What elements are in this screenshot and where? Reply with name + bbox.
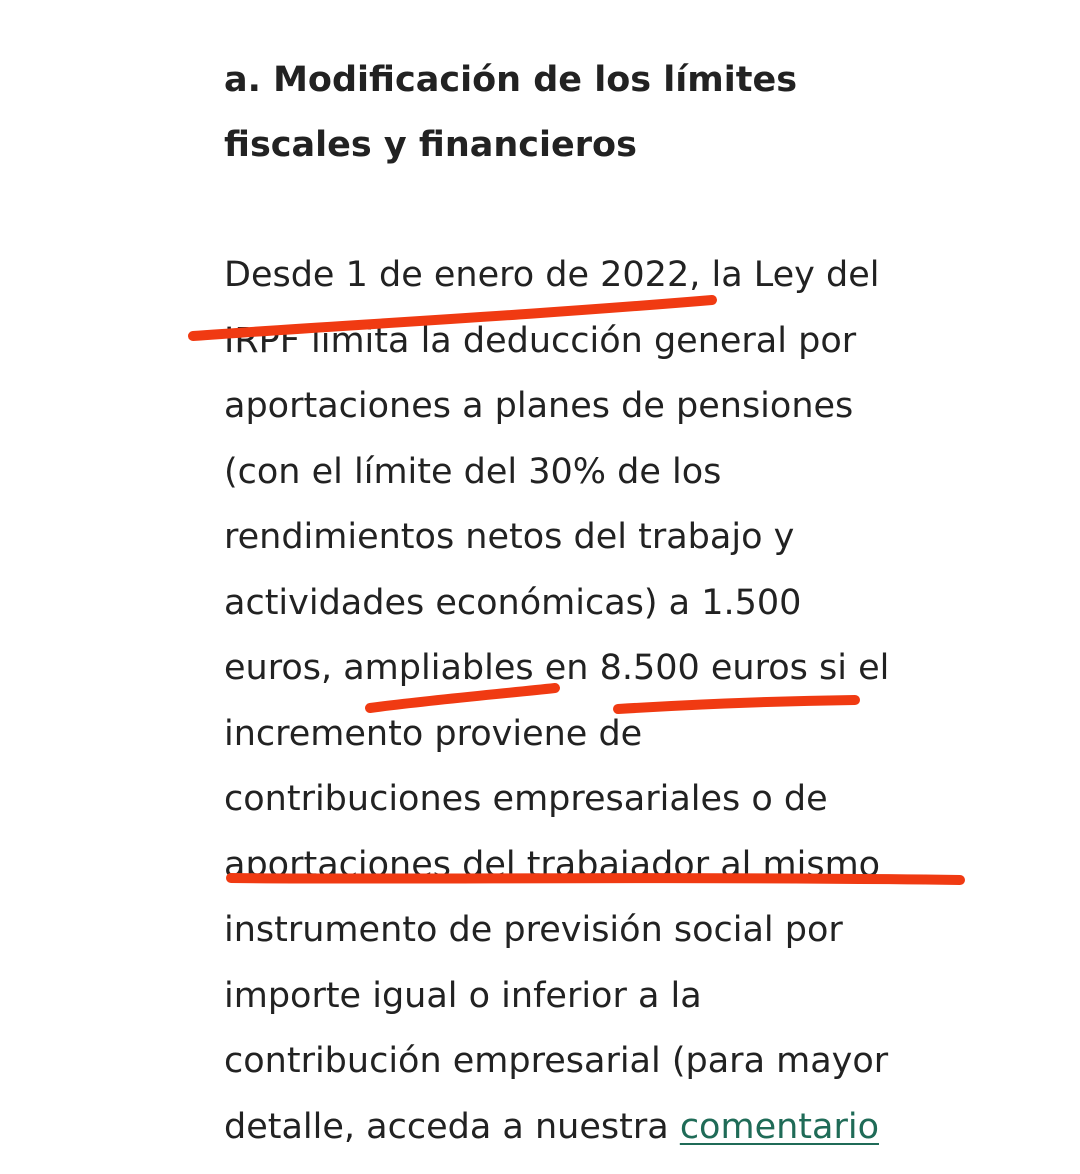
paragraph-line: actividades económicas) a 1.500: [224, 582, 802, 623]
paragraph-last-line: [224, 1095, 994, 1161]
paragraph-line: importe igual o inferior a la: [224, 975, 702, 1016]
paragraph-last-line-text: detalle, acceda a nuestra: [224, 1106, 680, 1147]
section-heading-line-2: fiscales y financieros: [224, 125, 637, 165]
paragraph-line: Desde 1 de enero de 2022, la Ley del: [224, 255, 880, 295]
paragraph-line: aportaciones a planes de pensiones: [224, 386, 854, 426]
comentario-link[interactable]: comentario: [679, 1106, 879, 1147]
paragraph-line: contribuciones empresariales o de: [224, 779, 828, 819]
paragraph-line: contribución empresarial (para mayor: [224, 1041, 889, 1081]
article-paragraph: [224, 243, 994, 1160]
paragraph-line: aportaciones del trabajador al mismo: [224, 844, 881, 885]
paragraph-line: euros, ampliables en 8.500 euros si el: [224, 648, 890, 688]
paragraph-line: (con el límite del 30% de los: [224, 451, 722, 492]
paragraph-line: IRPF limita la deducción general por: [224, 320, 857, 361]
section-heading-line-1: a. Modificación de los límites: [224, 60, 798, 100]
paragraph-line: rendimientos netos del trabajo y: [224, 517, 795, 557]
paragraph-line: incremento proviene de: [224, 713, 643, 754]
paragraph-line: instrumento de previsión social por: [224, 910, 843, 950]
section-heading: [224, 48, 924, 178]
